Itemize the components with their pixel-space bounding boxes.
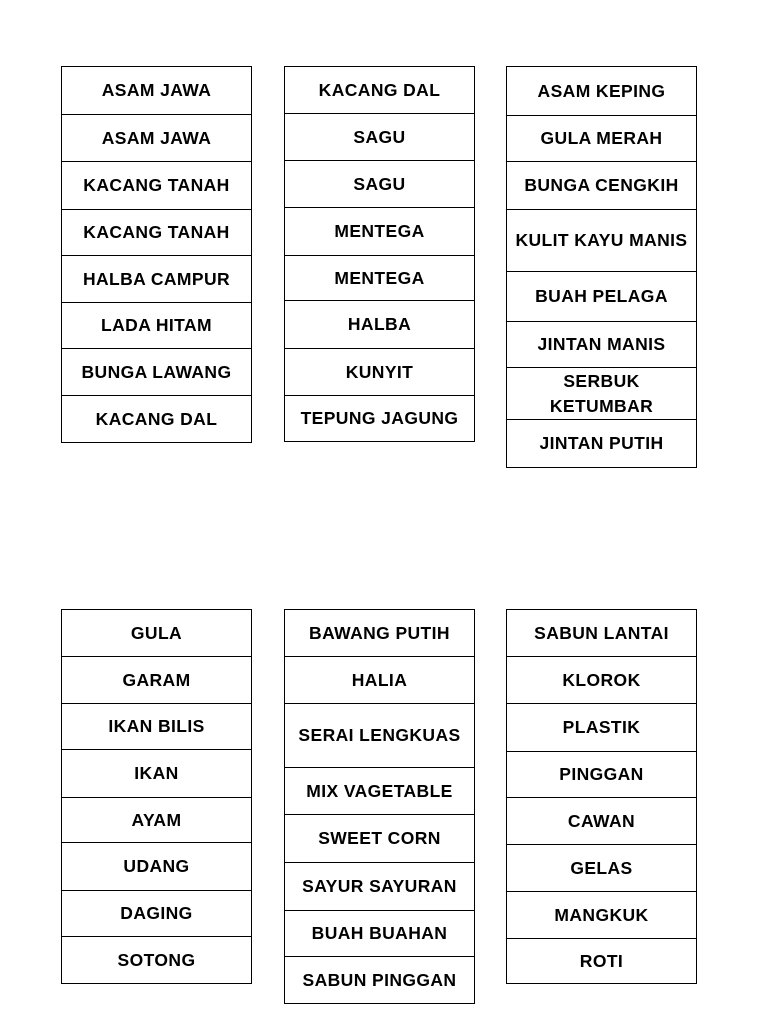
label-cell: GARAM <box>62 656 251 703</box>
label-cell: MANGKUK <box>507 891 696 938</box>
label-cell: SWEET CORN <box>285 814 474 862</box>
label-table-3 <box>506 66 697 468</box>
label-cell: HALBA <box>285 300 474 348</box>
label-cell: CAWAN <box>507 797 696 844</box>
label-table-2 <box>284 66 475 442</box>
label-cell: KULIT KAYU MANIS <box>507 209 696 271</box>
label-cell: BUNGA CENGKIH <box>507 161 696 209</box>
label-cell: DAGING <box>62 890 251 936</box>
label-cell: SERAI LENGKUAS <box>285 703 474 767</box>
label-cell: GULA <box>130 622 183 643</box>
label-table-1 <box>61 66 252 443</box>
label-cell: BUAH BUAHAN <box>285 910 474 956</box>
label-cell: PINGGAN <box>507 751 696 797</box>
label-table-4 <box>61 609 252 984</box>
label-cell: AYAM <box>62 797 251 842</box>
label-cell: BUAH PELAGA <box>507 271 696 321</box>
label-cell: MENTEGA <box>285 207 474 255</box>
label-cell: SAGU <box>285 160 474 207</box>
label-table-6 <box>506 609 697 984</box>
label-cell: SAYUR SAYURAN <box>285 862 474 910</box>
label-cell: SAGU <box>285 113 474 160</box>
label-cell: MIX VAGETABLE <box>285 767 474 814</box>
label-cell: SOTONG <box>62 936 251 983</box>
label-cell: TEPUNG JAGUNG <box>285 395 474 441</box>
label-cell: ASAM JAWA <box>101 80 212 100</box>
label-cell: GULA MERAH <box>507 115 696 161</box>
label-table-5 <box>284 609 475 1004</box>
label-cell: SABUN LANTAI <box>534 622 669 643</box>
label-cell: IKAN BILIS <box>62 703 251 749</box>
label-cell: SABUN PINGGAN <box>285 956 474 1003</box>
label-cell: UDANG <box>62 842 251 890</box>
label-cell: KACANG DAL <box>62 395 251 442</box>
label-cell: JINTAN MANIS <box>507 321 696 367</box>
label-cell: KACANG TANAH <box>62 161 251 209</box>
label-cell: ASAM JAWA <box>62 114 251 161</box>
label-cell: ROTI <box>507 938 696 983</box>
label-cell: PLASTIK <box>507 703 696 751</box>
label-cell: KACANG TANAH <box>62 209 251 255</box>
label-cell: IKAN <box>62 749 251 797</box>
label-cell: KLOROK <box>507 656 696 703</box>
label-cell: BUNGA LAWANG <box>62 348 251 395</box>
label-cell: GELAS <box>507 844 696 891</box>
label-cell: KACANG DAL <box>318 79 441 100</box>
label-cell: HALBA CAMPUR <box>62 255 251 302</box>
label-cell: ASAM KEPING <box>537 80 666 101</box>
label-cell: JINTAN PUTIH <box>507 419 696 467</box>
label-cell: HALIA <box>285 656 474 703</box>
label-cell: MENTEGA <box>285 255 474 300</box>
label-cell: SERBUK KETUMBAR <box>507 367 696 419</box>
label-cell: BAWANG PUTIH <box>309 622 450 643</box>
label-cell: KUNYIT <box>285 348 474 395</box>
label-cell: LADA HITAM <box>62 302 251 348</box>
